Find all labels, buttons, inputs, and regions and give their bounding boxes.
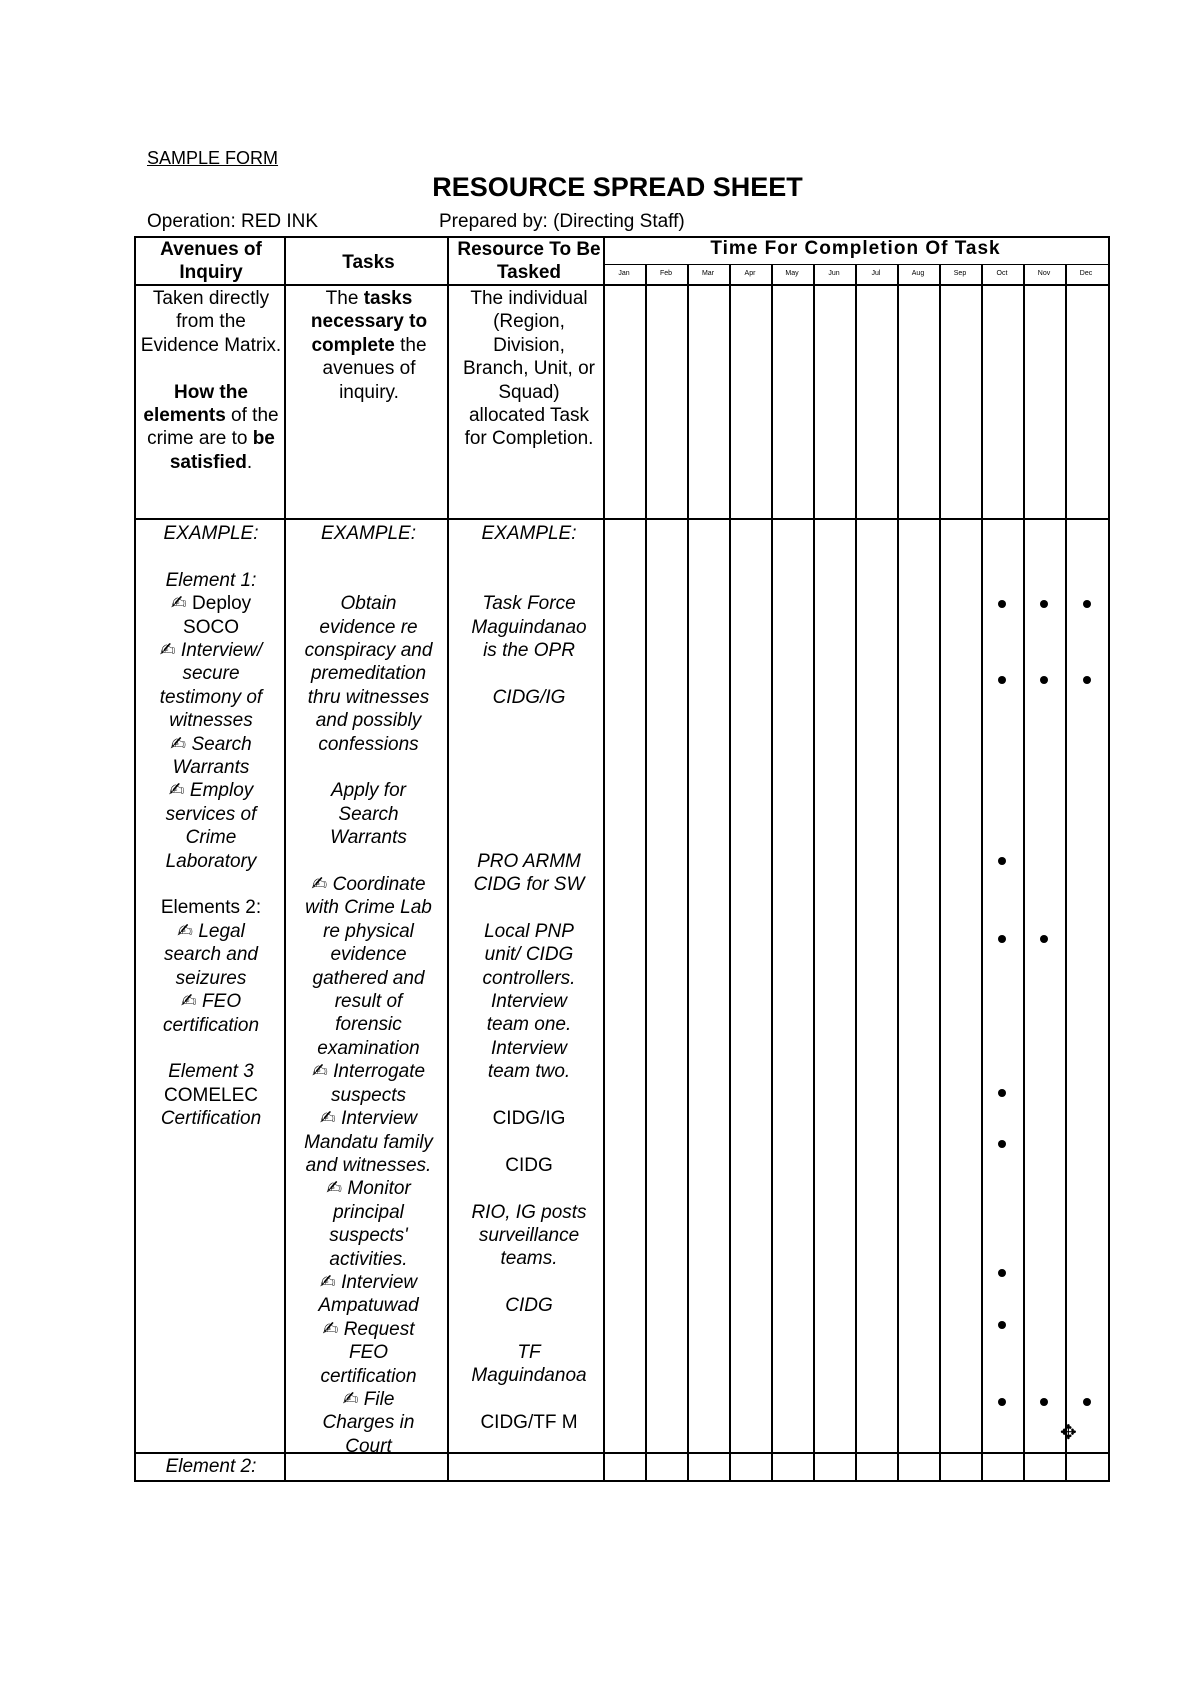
month-column-divider	[729, 264, 731, 1482]
operation-label: Operation: RED INK	[147, 211, 319, 232]
prepared-by-label: Prepared by: (Directing Staff)	[439, 211, 685, 232]
example-line	[136, 1037, 286, 1060]
example-line: unit/ CIDG	[484, 944, 574, 966]
example-line: Task Force	[482, 593, 576, 615]
guide-resource-text: The individual (Region, Division, Branch, Unit, or Squad) allocated Task for Completion.	[463, 288, 595, 450]
guide-avenues-bold-1: How the	[174, 381, 248, 403]
row-divider	[134, 518, 1108, 520]
example-line: and possibly	[315, 710, 422, 732]
example-line: Obtain	[340, 593, 397, 615]
example-line: secure	[182, 663, 240, 685]
example-line: Certification	[160, 1108, 262, 1130]
month-header: Jan	[618, 270, 630, 277]
month-column-divider	[813, 264, 815, 1482]
example-line: re physical	[323, 920, 414, 942]
guide-avenues-period: .	[246, 451, 253, 473]
last-row-element-2: Element 2:	[165, 1456, 257, 1477]
example-line: result of	[334, 991, 403, 1013]
example-line: evidence	[330, 944, 407, 966]
schedule-dot-oct	[998, 1398, 1006, 1406]
example-line: EXAMPLE:	[481, 523, 577, 544]
sample-form-label: SAMPLE FORM	[147, 148, 279, 168]
month-header: Aug	[911, 270, 925, 277]
guide-avenues	[138, 287, 284, 474]
example-line: Interview	[490, 990, 568, 1012]
row-divider	[134, 284, 1108, 286]
schedule-dot-nov	[1040, 935, 1048, 943]
example-line: ✍ Interrogate	[311, 1061, 426, 1083]
example-line	[451, 1084, 607, 1107]
example-line	[286, 569, 451, 592]
example-line: CIDG/IG	[492, 1107, 566, 1129]
example-line	[451, 662, 607, 685]
month-header: Mar	[701, 270, 715, 277]
month-header: Nov	[1037, 270, 1051, 277]
example-line: Apply for	[331, 780, 406, 802]
example-line: CIDG/TF M	[480, 1412, 578, 1434]
example-line: controllers.	[482, 967, 576, 989]
schedule-dot-oct	[998, 600, 1006, 608]
time-for-completion-header: Time For Completion Of Task	[710, 238, 1001, 259]
example-line	[451, 826, 607, 849]
example-line	[451, 1271, 607, 1294]
example-line: Warrants	[330, 827, 407, 849]
example-line: CIDG/IG	[492, 686, 566, 708]
example-line: Warrants	[172, 757, 250, 779]
example-line: confessions	[318, 733, 419, 755]
example-line: Maguindanoa	[471, 1365, 587, 1387]
schedule-dot-dec	[1083, 676, 1091, 684]
month-column-divider	[1023, 264, 1025, 1482]
example-line	[451, 709, 607, 732]
schedule-dot-nov	[1040, 600, 1048, 608]
example-line: Element 3	[168, 1061, 254, 1083]
example-line: forensic	[335, 1014, 402, 1036]
guide-tasks-text-2: the avenues of inquiry.	[322, 334, 427, 403]
example-line: is the OPR	[483, 640, 575, 661]
month-header: May	[785, 270, 799, 277]
example-line	[451, 569, 607, 592]
example-line: team two.	[487, 1061, 571, 1083]
example-line	[136, 545, 286, 568]
example-line	[451, 733, 607, 756]
example-line: TF	[517, 1341, 541, 1363]
row-divider	[134, 1452, 1108, 1454]
guide-avenues-text-2: of the crime are to	[147, 405, 279, 450]
example-line: CIDG	[505, 1295, 553, 1317]
example-line	[451, 545, 607, 568]
example-line: Court	[345, 1435, 392, 1457]
example-line	[451, 1388, 607, 1411]
guide-resource	[460, 287, 598, 451]
schedule-dot-oct	[998, 935, 1006, 943]
example-line: thru witnesses	[307, 686, 430, 708]
example-line: SOCO	[183, 616, 239, 638]
example-tasks-column	[286, 522, 451, 1458]
example-line: Crime	[185, 827, 237, 849]
example-line: surveillance	[478, 1224, 580, 1246]
month-column-divider	[855, 264, 857, 1482]
example-line: search and	[163, 944, 258, 966]
month-header: Jun	[828, 270, 840, 277]
example-line: Laboratory	[165, 850, 257, 872]
schedule-dot-oct	[998, 1321, 1006, 1329]
example-line: activities.	[329, 1248, 408, 1270]
example-line: ✍ Request	[322, 1318, 415, 1340]
guide-avenues-bold-3: be	[252, 428, 275, 450]
month-column-divider	[645, 264, 647, 1482]
example-line: principal	[333, 1201, 404, 1223]
example-line	[451, 756, 607, 779]
example-line: Maguindanao	[471, 616, 587, 638]
page-title: RESOURCE SPREAD SHEET	[432, 172, 803, 202]
month-header: Oct	[996, 270, 1008, 277]
example-line: seizures	[175, 967, 247, 989]
avenues-header: Avenues of Inquiry	[160, 239, 262, 283]
guide-avenues-bold-4: satisfied	[169, 451, 247, 473]
schedule-dot-oct	[998, 1140, 1006, 1148]
example-line: teams.	[500, 1248, 558, 1270]
example-line: RIO, IG posts	[471, 1201, 587, 1223]
example-line: team one.	[486, 1014, 572, 1036]
schedule-dot-nov	[1040, 676, 1048, 684]
example-line	[451, 896, 607, 919]
month-header: Apr	[744, 270, 756, 277]
example-line	[136, 873, 286, 896]
month-column-divider	[897, 264, 899, 1482]
example-line: testimony of	[159, 686, 263, 708]
schedule-dot-oct	[998, 1269, 1006, 1277]
schedule-dot-dec	[1083, 1398, 1091, 1406]
tasks-header: Tasks	[342, 252, 395, 273]
resource-header: Resource To Be Tasked	[457, 239, 601, 283]
example-line: Ampatuwad	[318, 1295, 419, 1317]
month-header: Dec	[1079, 270, 1093, 277]
table-bottom-border	[134, 1480, 1110, 1482]
example-line: ✍ Coordinate	[311, 874, 426, 896]
guide-tasks-text-1: The	[325, 288, 359, 309]
month-column-divider	[687, 264, 689, 1482]
example-line: ✍ Interview	[319, 1108, 418, 1130]
example-line: certification	[320, 1365, 417, 1387]
example-line	[451, 779, 607, 802]
guide-avenues-text: Taken directly from the Evidence Matrix.	[140, 288, 282, 356]
example-line: suspects'	[329, 1225, 408, 1247]
guide-tasks-bold: tasks necessary to complete	[310, 288, 428, 356]
example-line: suspects	[331, 1084, 406, 1106]
month-column-divider	[1065, 264, 1067, 1482]
example-line: services of	[165, 803, 257, 825]
example-line: with Crime Lab	[305, 897, 432, 919]
example-line: ✍ File	[342, 1388, 395, 1410]
example-line: Interview	[490, 1037, 568, 1059]
schedule-dot-nov	[1040, 1398, 1048, 1406]
example-line: EXAMPLE:	[320, 523, 417, 544]
example-line	[286, 850, 451, 873]
example-line	[286, 545, 451, 568]
example-line: gathered and	[312, 967, 425, 989]
example-line: ✍ Search	[170, 733, 252, 755]
example-line	[451, 1130, 607, 1153]
example-line	[451, 1318, 607, 1341]
schedule-dot-oct	[998, 857, 1006, 865]
example-line: CIDG for SW	[473, 873, 585, 895]
example-line: witnesses	[169, 710, 253, 732]
example-line: ✍ Interview	[319, 1271, 418, 1293]
month-column-divider	[771, 264, 773, 1482]
schedule-dot-oct	[998, 1089, 1006, 1097]
guide-tasks	[292, 287, 446, 404]
example-line: ✍ Legal	[177, 920, 245, 942]
example-line	[286, 756, 451, 779]
example-line: conspiracy and	[304, 640, 433, 661]
example-line: COMELEC	[164, 1084, 258, 1106]
schedule-dot-oct	[998, 676, 1006, 684]
example-line: ✍ Deploy	[170, 593, 252, 615]
example-line: evidence re	[319, 616, 418, 638]
example-line	[451, 803, 607, 826]
example-avenues-column	[136, 522, 286, 1131]
star-icon: ✥	[1060, 1422, 1077, 1444]
example-line: Local PNP	[484, 920, 574, 942]
example-line: ✍ FEO	[180, 991, 242, 1013]
table-right-border	[1108, 236, 1110, 1482]
example-line: Elements 2:	[160, 897, 262, 919]
guide-avenues-bold-2: elements	[143, 405, 226, 427]
month-header: Jul	[871, 270, 881, 277]
example-line: EXAMPLE:	[163, 523, 259, 544]
example-line: and witnesses.	[305, 1154, 432, 1176]
example-resource-column	[451, 522, 607, 1435]
example-line: premeditation	[310, 663, 427, 685]
example-line: certification	[162, 1014, 260, 1036]
month-column-divider	[981, 264, 983, 1482]
month-column-divider	[939, 264, 941, 1482]
month-header: Sep	[953, 270, 967, 277]
example-line: PRO ARMM	[477, 850, 581, 872]
example-line: ✍ Employ	[168, 780, 254, 802]
example-line: ✍ Monitor	[326, 1178, 411, 1200]
example-line: CIDG	[505, 1154, 553, 1176]
example-line: ✍ Interview/	[159, 640, 263, 662]
example-line	[451, 1177, 607, 1200]
month-header: Feb	[659, 270, 673, 277]
example-line: Element 1:	[165, 569, 257, 591]
example-line: Mandatu family	[304, 1131, 433, 1153]
example-line: examination	[317, 1037, 420, 1059]
example-line: FEO	[348, 1342, 389, 1364]
example-line: Search	[338, 803, 399, 825]
example-line: Charges in	[322, 1412, 415, 1434]
schedule-dot-dec	[1083, 600, 1091, 608]
